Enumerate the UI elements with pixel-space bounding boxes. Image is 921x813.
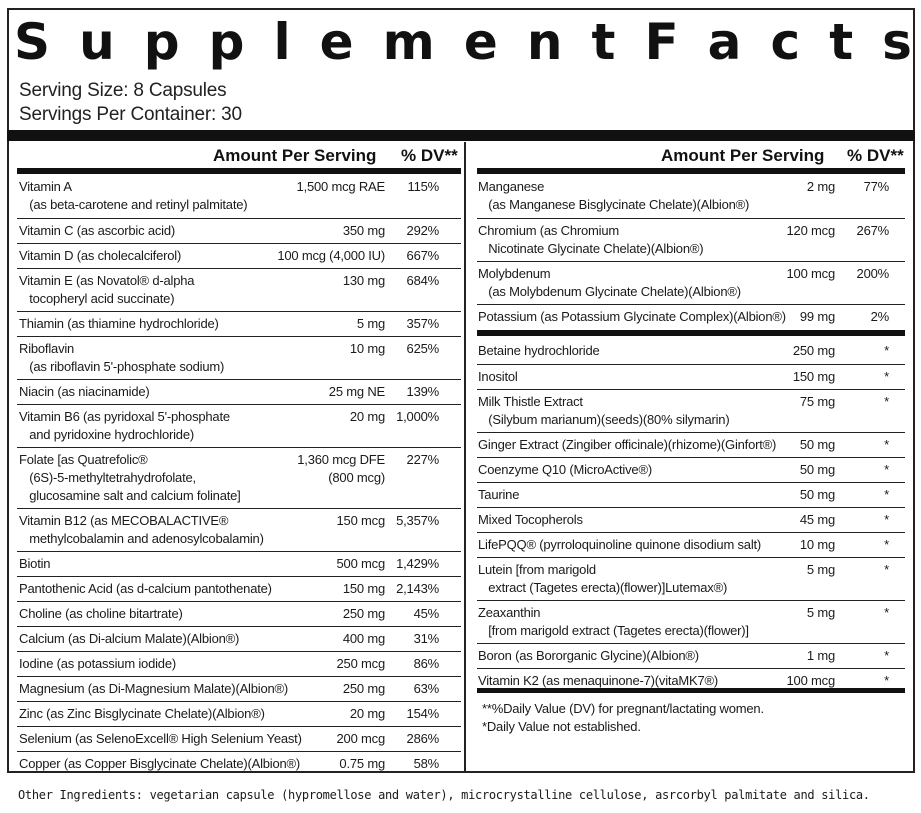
- amount-per-serving-header: Amount Per Serving: [661, 146, 825, 165]
- nutrient-name: Potassium (as Potassium Glycinate Complex)(Albion®): [478, 309, 786, 324]
- dv-header: % DV**: [401, 146, 458, 165]
- nutrient-row: [17, 701, 461, 726]
- nutrient-row: [17, 576, 461, 601]
- title-letter: t: [829, 13, 854, 71]
- nutrient-name: (6S)-5-methyltetrahydrofolate,: [19, 470, 196, 485]
- nutrient-row: [17, 336, 461, 379]
- percent-daily-value: *: [884, 537, 889, 552]
- amount-per-serving: 25 mg NE: [328, 384, 385, 399]
- amount-per-serving: 5 mg: [356, 316, 385, 331]
- percent-daily-value: 267%: [856, 223, 889, 238]
- nutrient-name: [from marigold extract (Tagetes erecta)(flower)]: [478, 623, 749, 638]
- nutrient-name: Chromium (as Chromium: [478, 223, 619, 238]
- percent-daily-value: *: [884, 369, 889, 384]
- amount-per-serving: 2 mg: [806, 179, 835, 194]
- nutrient-row: [17, 751, 461, 776]
- right-column-header: [477, 144, 905, 168]
- nutrient-row: [17, 601, 461, 626]
- nutrient-row: [477, 457, 905, 482]
- amount-per-serving: 50 mg: [799, 487, 835, 502]
- nutrient-name: Riboflavin: [19, 341, 75, 356]
- nutrient-name: LifePQQ® (pyrroloquinoline quinone disodium salt): [478, 537, 762, 552]
- nutrient-name: Vitamin A: [19, 179, 72, 194]
- title-letter: p: [143, 13, 180, 71]
- percent-daily-value: *: [884, 343, 889, 358]
- servings-per-container: Servings Per Container: 30: [19, 104, 242, 125]
- nutrient-name: Folate [as Quatrefolic®: [19, 452, 148, 467]
- amount-per-serving: 50 mg: [799, 462, 835, 477]
- title-letter: t: [591, 13, 616, 71]
- nutrient-name: Mixed Tocopherols: [478, 512, 583, 527]
- title-letter: F: [644, 13, 679, 71]
- nutrient-name: Choline (as choline bitartrate): [19, 606, 183, 621]
- nutrient-name: Molybdenum: [478, 266, 551, 281]
- percent-daily-value: 667%: [406, 248, 439, 263]
- percent-daily-value: 115%: [407, 179, 439, 194]
- nutrient-name: glucosamine salt and calcium folinate]: [19, 488, 241, 503]
- amount-per-serving: 130 mg: [342, 273, 385, 288]
- amount-per-serving: 10 mg: [799, 537, 835, 552]
- nutrient-row: [477, 643, 905, 668]
- title-letter: p: [208, 13, 245, 71]
- nutrient-name: Vitamin K2 (as menaquinone-7)(vitaMK7®): [478, 673, 718, 688]
- nutrient-row: [477, 304, 905, 329]
- footnote-dv-pregnant: **%Daily Value (DV) for pregnant/lactating women.: [482, 701, 764, 716]
- nutrient-row: [17, 243, 461, 268]
- percent-daily-value: 2,143%: [396, 581, 439, 596]
- percent-daily-value: 2%: [870, 309, 889, 324]
- nutrient-name: Magnesium (as Di-Magnesium Malate)(Albion®): [19, 681, 289, 696]
- nutrient-row: [17, 268, 461, 311]
- amount-per-serving: 200 mcg: [336, 731, 385, 746]
- amount-per-serving: 250 mcg: [336, 656, 385, 671]
- amount-per-serving: 1 mg: [806, 648, 835, 663]
- nutrient-name: Vitamin D (as cholecalciferol): [19, 248, 182, 263]
- nutrient-row: [17, 379, 461, 404]
- nutrient-name: Selenium (as SelenoExcell® High Selenium Yeast): [19, 731, 302, 746]
- percent-daily-value: 31%: [413, 631, 439, 646]
- amount-per-serving: 250 mg: [342, 681, 385, 696]
- nutrient-name: and pyridoxine hydrochloride): [19, 427, 194, 442]
- nutrient-row: [477, 600, 905, 643]
- footnote-rule: [477, 688, 905, 693]
- amount-per-serving: 1,360 mcg DFE (800 mcg): [297, 452, 385, 485]
- nutrient-row: [477, 557, 905, 600]
- title-letter: m: [382, 13, 435, 71]
- amount-per-serving: 0.75 mg: [339, 756, 385, 771]
- nutrient-name: Zeaxanthin: [478, 605, 541, 620]
- percent-daily-value: 625%: [406, 341, 439, 356]
- amount-per-serving: 20 mg: [349, 706, 385, 721]
- amount-per-serving: 100 mcg: [786, 673, 835, 688]
- nutrient-row: [477, 339, 905, 364]
- nutrient-name: Zinc (as Zinc Bisglycinate Chelate)(Albion®): [19, 706, 265, 721]
- nutrient-name: Betaine hydrochloride: [478, 343, 600, 358]
- percent-daily-value: 139%: [406, 384, 439, 399]
- amount-per-serving: 5 mg: [806, 605, 835, 620]
- nutrient-name: Inositol: [478, 369, 518, 384]
- nutrient-name: methylcobalamin and adenosylcobalamin): [19, 531, 264, 546]
- percent-daily-value: 63%: [413, 681, 439, 696]
- nutrient-name: Vitamin E (as Novatol® d-alpha: [19, 273, 195, 288]
- nutrient-name: Calcium (as Di-alcium Malate)(Albion®): [19, 631, 240, 646]
- nutrient-row: [17, 175, 461, 218]
- nutrient-name: Boron (as Bororganic Glycine)(Albion®): [478, 648, 699, 663]
- percent-daily-value: 200%: [856, 266, 889, 281]
- nutrient-name: Lutein [from marigold: [478, 562, 596, 577]
- nutrient-row: [17, 626, 461, 651]
- nutrient-row: [17, 551, 461, 576]
- amount-per-serving: 150 mcg: [336, 513, 385, 528]
- amount-per-serving: 1,500 mcg RAE: [296, 179, 385, 194]
- nutrient-name: extract (Tagetes erecta)(flower)]Lutemax®): [478, 580, 728, 595]
- amount-per-serving: 250 mg: [792, 343, 835, 358]
- percent-daily-value: 5,357%: [396, 513, 439, 528]
- other-ingredients: Other Ingredients: vegetarian capsule (hypromellose and water), microcrystalline cellulose, asrcorbyl palmitate and silica.: [18, 788, 870, 802]
- amount-per-serving: 400 mg: [342, 631, 385, 646]
- nutrient-name: tocopheryl acid succinate): [19, 291, 175, 306]
- percent-daily-value: *: [884, 512, 889, 527]
- nutrient-name: (as Molybdenum Glycinate Chelate)(Albion®): [478, 284, 741, 299]
- nutrient-name: Vitamin B12 (as MECOBALACTIVE®: [19, 513, 229, 528]
- percent-daily-value: *: [884, 605, 889, 620]
- percent-daily-value: *: [884, 437, 889, 452]
- nutrient-row: [477, 482, 905, 507]
- column-divider: [464, 142, 466, 773]
- nutrient-row: [477, 261, 905, 304]
- section-divider-rule: [477, 330, 905, 336]
- percent-daily-value: *: [884, 648, 889, 663]
- nutrient-name: Milk Thistle Extract: [478, 394, 583, 409]
- percent-daily-value: *: [884, 487, 889, 502]
- left-header-underline: [17, 168, 461, 174]
- amount-per-serving: 150 mg: [342, 581, 385, 596]
- amount-per-serving: 100 mcg: [786, 266, 835, 281]
- amount-per-serving: 50 mg: [799, 437, 835, 452]
- percent-daily-value: 684%: [406, 273, 439, 288]
- nutrient-row: [17, 311, 461, 336]
- amount-per-serving: 10 mg: [349, 341, 385, 356]
- percent-daily-value: 286%: [406, 731, 439, 746]
- nutrient-name: Copper (as Copper Bisglycinate Chelate)(Albion®): [19, 756, 301, 771]
- title-letter: s: [882, 13, 912, 71]
- nutrient-name: Manganese: [478, 179, 545, 194]
- amount-per-serving: 150 mg: [792, 369, 835, 384]
- title-letter: c: [770, 13, 801, 71]
- nutrient-name: Pantothenic Acid (as d-calcium pantothenate): [19, 581, 272, 596]
- percent-daily-value: 154%: [406, 706, 439, 721]
- percent-daily-value: *: [884, 394, 889, 409]
- nutrient-name: Iodine (as potassium iodide): [19, 656, 176, 671]
- percent-daily-value: 1,000%: [396, 409, 439, 424]
- nutrient-name: Vitamin B6 (as pyridoxal 5'-phosphate: [19, 409, 230, 424]
- title-letter: e: [319, 13, 354, 71]
- title-letter: a: [707, 13, 742, 71]
- percent-daily-value: 227%: [406, 452, 439, 467]
- dv-header: % DV**: [847, 146, 904, 165]
- title-letter: n: [526, 13, 563, 71]
- nutrient-row: [477, 364, 905, 389]
- footnote-dv-not-established: *Daily Value not established.: [482, 719, 641, 734]
- nutrient-row: [17, 404, 461, 447]
- nutrient-row: [477, 507, 905, 532]
- amount-per-serving-header: Amount Per Serving: [213, 146, 377, 165]
- percent-daily-value: 1,429%: [396, 556, 439, 571]
- nutrient-name: (as Manganese Bisglycinate Chelate)(Albion®): [478, 197, 750, 212]
- nutrient-name: (as riboflavin 5'-phosphate sodium): [19, 359, 225, 374]
- right-header-underline: [477, 168, 905, 174]
- amount-per-serving: 99 mg: [799, 309, 835, 324]
- serving-size: Serving Size: 8 Capsules: [19, 80, 227, 101]
- nutrient-name: (Silybum marianum)(seeds)(80% silymarin): [478, 412, 730, 427]
- amount-per-serving: 75 mg: [799, 394, 835, 409]
- title-letter: l: [273, 13, 291, 71]
- nutrient-row: [17, 651, 461, 676]
- nutrient-row: [477, 389, 905, 432]
- nutrient-row: [477, 218, 905, 261]
- nutrient-row: [17, 218, 461, 243]
- supplement-facts-title: [14, 10, 912, 74]
- nutrient-row: [17, 676, 461, 701]
- percent-daily-value: 292%: [406, 223, 439, 238]
- nutrient-name: Coenzyme Q10 (MicroActive®): [478, 462, 652, 477]
- nutrient-name: Niacin (as niacinamide): [19, 384, 150, 399]
- nutrient-name: (as beta-carotene and retinyl palmitate): [19, 197, 248, 212]
- amount-per-serving: 120 mcg: [786, 223, 835, 238]
- amount-per-serving: 500 mcg: [336, 556, 385, 571]
- percent-daily-value: 357%: [406, 316, 439, 331]
- nutrient-name: Thiamin (as thiamine hydrochloride): [19, 316, 219, 331]
- amount-per-serving: 350 mg: [342, 223, 385, 238]
- percent-daily-value: 86%: [413, 656, 439, 671]
- nutrient-row: [17, 726, 461, 751]
- nutrient-name: Nicotinate Glycinate Chelate)(Albion®): [478, 241, 704, 256]
- nutrient-name: Vitamin C (as ascorbic acid): [19, 223, 175, 238]
- title-letter: e: [463, 13, 498, 71]
- title-letter: S: [14, 13, 51, 71]
- nutrient-row: [477, 175, 905, 218]
- title-letter: u: [79, 13, 115, 71]
- percent-daily-value: 77%: [863, 179, 889, 194]
- percent-daily-value: 58%: [413, 756, 439, 771]
- amount-per-serving: 45 mg: [799, 512, 835, 527]
- percent-daily-value: *: [884, 562, 889, 577]
- amount-per-serving: 20 mg: [349, 409, 385, 424]
- percent-daily-value: 45%: [413, 606, 439, 621]
- nutrient-row: [17, 447, 461, 508]
- nutrient-name: Ginger Extract (Zingiber officinale)(rhizome)(Ginfort®): [478, 437, 777, 452]
- amount-per-serving: 250 mg: [342, 606, 385, 621]
- nutrient-row: [477, 432, 905, 457]
- amount-per-serving: 100 mcg (4,000 IU): [277, 248, 385, 263]
- nutrient-name: Taurine: [478, 487, 520, 502]
- nutrient-name: Biotin: [19, 556, 51, 571]
- header-rule: [7, 130, 915, 141]
- percent-daily-value: *: [884, 462, 889, 477]
- nutrient-row: [17, 508, 461, 551]
- percent-daily-value: *: [884, 673, 889, 688]
- left-column-header: [17, 144, 461, 168]
- amount-per-serving: 5 mg: [806, 562, 835, 577]
- nutrient-row: [477, 532, 905, 557]
